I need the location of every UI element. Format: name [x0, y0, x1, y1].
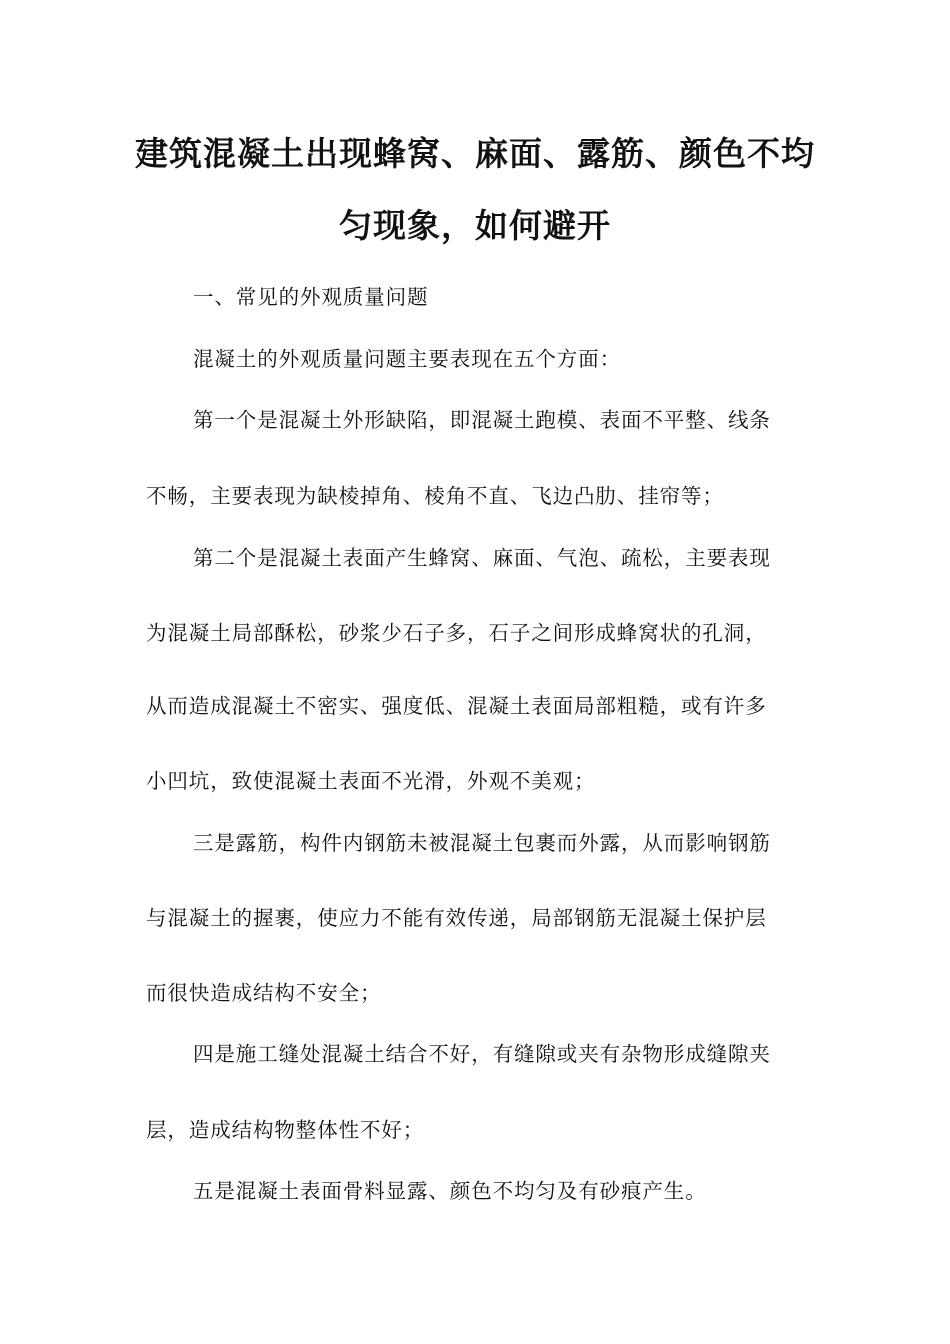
paragraph-line: 为混凝土局部酥松，砂浆少石子多，石子之间形成蜂窝状的孔洞，	[146, 621, 767, 645]
paragraph-line: 四是施工缝处混凝土结合不好，有缝隙或夹有杂物形成缝隙夹	[193, 1042, 771, 1066]
paragraph-line: 小凹坑，致使混凝土表面不光滑，外观不美观；	[146, 769, 596, 793]
paragraph-line: 三是露筋，构件内钢筋未被混凝土包裹而外露，从而影响钢筋	[193, 831, 771, 855]
document-title-line-1: 建筑混凝土出现蜂窝、麻面、露筋、颜色不均	[135, 134, 815, 173]
paragraph-line: 不畅，主要表现为缺棱掉角、棱角不直、飞边凸肋、挂帘等；	[146, 484, 724, 508]
paragraph-line: 与混凝土的握裹，使应力不能有效传递，局部钢筋无混凝土保护层	[146, 906, 767, 930]
paragraph-line: 层，造成结构物整体性不好；	[146, 1118, 425, 1142]
paragraph-line: 而很快造成结构不安全；	[146, 981, 382, 1005]
document-title-line-2: 匀现象，如何避开	[339, 206, 611, 245]
paragraph-line: 五是混凝土表面骨料显露、颜色不均匀及有砂痕产生。	[193, 1179, 707, 1203]
paragraph-line: 混凝土的外观质量问题主要表现在五个方面：	[193, 347, 621, 371]
paragraph-line: 从而造成混凝土不密实、强度低、混凝土表面局部粗糙，或有许多	[146, 694, 767, 718]
paragraph-line: 第一个是混凝土外形缺陷，即混凝土跑模、表面不平整、线条	[193, 408, 771, 432]
paragraph-line: 第二个是混凝土表面产生蜂窝、麻面、气泡、疏松，主要表现	[193, 546, 771, 570]
section-heading: 一、常见的外观质量问题	[193, 285, 429, 309]
